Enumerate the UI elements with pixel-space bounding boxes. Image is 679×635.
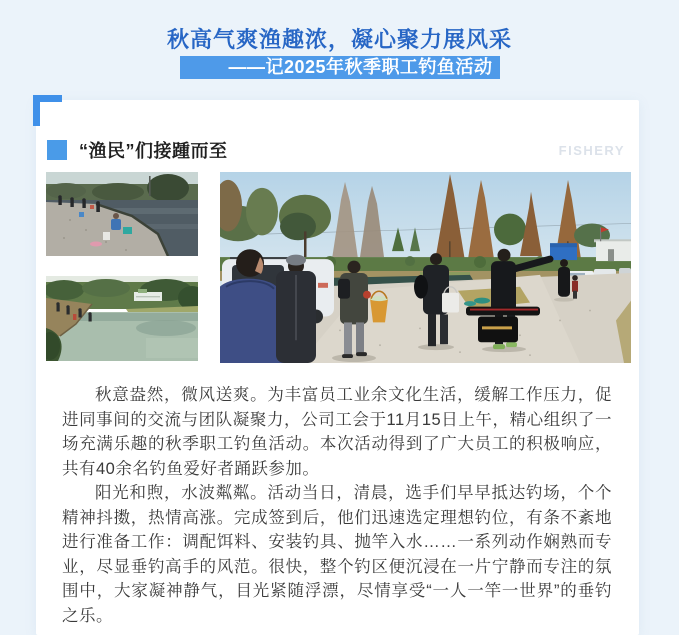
article-body bbox=[62, 383, 612, 628]
section-header bbox=[36, 100, 639, 163]
page-title: 秋高气爽渔趣浓，凝心聚力展风采 bbox=[166, 27, 512, 52]
content-card bbox=[36, 100, 639, 635]
section-bullet-square bbox=[47, 140, 67, 160]
corner-bracket-decoration bbox=[33, 95, 62, 126]
paragraph-1: 秋意盎然，微风送爽。为丰富员工业余文化生活，缓解工作压力，促进同事间的交流与团队凝聚力，公司工会于11月15日上午，精心组织了一场充满乐趣的秋季职工钓鱼活动。本次活动得到了广大员工的积极响应，共有40余名钓鱼爱好者踊跃参加。 bbox=[62, 386, 612, 478]
subtitle-banner bbox=[180, 56, 500, 79]
paragraph-2: 阳光和煦，水波粼粼。活动当日，清晨，选手们早早抵达钓场，个个精神抖擞，热情高涨。完成签到后，他们迅速选定理想钓位，有条不紊地进行准备工作：调配饵料、安装钓具、抛竿入水……一系列动作娴熟而专业，尽显垂钓高手的风范。很快，整个钓区便沉浸在一片宁静而专注的氛围中，大家凝神静气，目光紧随浮漂，尽情享受“一人一竿一世界”的垂钓之乐。 bbox=[62, 484, 612, 625]
photo-riverbank-fishing[interactable] bbox=[46, 172, 198, 256]
subtitle-text: ——记2025年秋季职工钓鱼活动 bbox=[228, 57, 493, 77]
photo-green-pond[interactable] bbox=[46, 276, 198, 361]
photo-anglers-arriving[interactable] bbox=[220, 172, 631, 363]
section-heading: “渔民”们接踵而至 bbox=[79, 141, 228, 161]
photo-column-left bbox=[46, 172, 198, 363]
photo-gallery bbox=[46, 172, 632, 363]
watermark-label: FISHERY bbox=[558, 142, 625, 158]
